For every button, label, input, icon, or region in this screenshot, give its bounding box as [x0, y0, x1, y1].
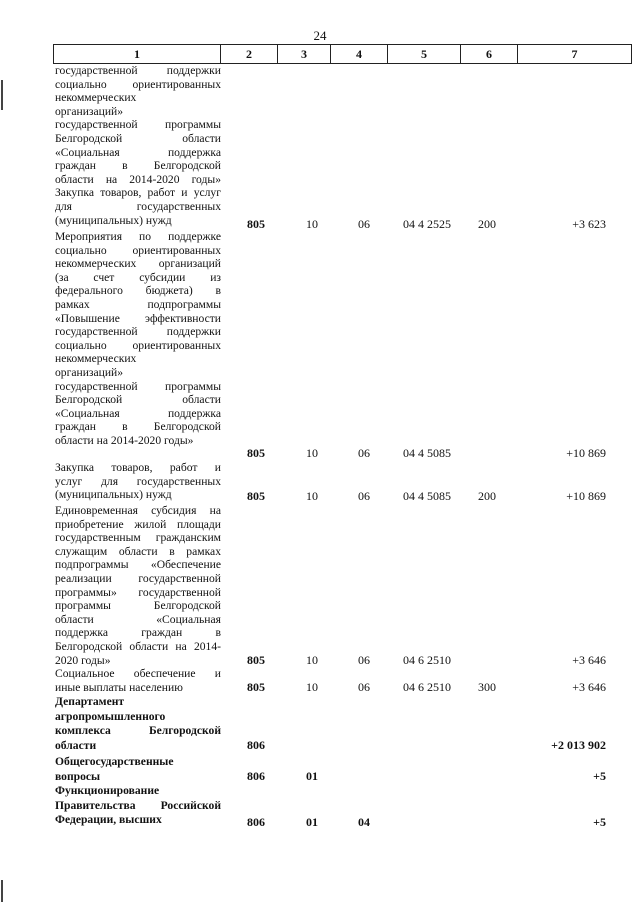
description-line: «Социальная поддержка	[55, 145, 221, 159]
subsection-code: 06	[358, 217, 370, 231]
page-number: 24	[313, 28, 327, 43]
description-line: (муниципальных) нужд	[55, 213, 172, 227]
description-line: области	[55, 738, 97, 752]
description-line: рамках подпрограммы	[55, 297, 221, 311]
description-line: Закупка товаров, работ и услуг	[55, 186, 221, 200]
description-line: государственным гражданским	[55, 531, 221, 545]
description-line: граждан в Белгородской	[55, 159, 221, 173]
description-line: служащим области в рамках	[55, 544, 221, 558]
subsection-code: 06	[358, 446, 370, 460]
description-line: программы Белгородской	[55, 599, 221, 613]
row-description	[55, 695, 221, 753]
chapter-code: 805	[247, 217, 265, 231]
target-article-code: 04 4 5085	[403, 446, 451, 460]
description-line: некоммерческих	[55, 91, 137, 105]
section-code: 10	[306, 653, 318, 667]
amount-value: +3 646	[572, 653, 606, 667]
expense-type-code: 200	[478, 489, 496, 503]
description-line: Белгородской области	[55, 131, 221, 145]
description-line: области «Социальная	[55, 612, 221, 626]
amount-value: +5	[593, 769, 606, 783]
description-line: Федерации, высших	[55, 813, 162, 826]
description-line: Мероприятия по поддержке	[55, 230, 221, 243]
row-description	[55, 461, 221, 502]
description-line: некоммерческих организаций	[55, 257, 221, 271]
description-line: Социальное обеспечение и	[55, 667, 221, 680]
description-line: социально ориентированных	[55, 338, 221, 352]
column-header-table	[53, 44, 632, 64]
amount-value: +2 013 902	[551, 738, 606, 752]
column-header: 5	[388, 45, 461, 64]
scan-edge-mark	[1, 880, 3, 902]
chapter-code: 805	[247, 446, 265, 460]
description-line: (за счет субсидии из	[55, 270, 221, 284]
description-line: Белгородской области на 2014-	[55, 639, 221, 653]
row-description	[55, 504, 221, 667]
description-line: Закупка товаров, работ и	[55, 461, 221, 474]
target-article-code: 04 6 2510	[403, 653, 451, 667]
amount-value: +5	[593, 815, 606, 829]
description-line: реализации государственной	[55, 571, 221, 585]
expense-type-code: 300	[478, 680, 496, 694]
chapter-code: 806	[247, 769, 265, 783]
section-code: 01	[306, 769, 318, 783]
description-line: социально ориентированных	[55, 243, 221, 257]
column-header: 2	[221, 45, 278, 64]
subsection-code: 06	[358, 653, 370, 667]
description-line: (муниципальных) нужд	[55, 488, 172, 502]
description-line: иные выплаты населению	[55, 680, 183, 694]
description-line: области на 2014-2020 годы»	[55, 172, 221, 186]
expense-type-code: 200	[478, 217, 496, 231]
subsection-code: 04	[358, 815, 370, 829]
section-code: 01	[306, 815, 318, 829]
scan-edge-mark	[1, 80, 3, 110]
column-header: 3	[278, 45, 331, 64]
row-description	[55, 64, 221, 227]
amount-value: +10 869	[566, 446, 606, 460]
target-article-code: 04 4 5085	[403, 489, 451, 503]
chapter-code: 806	[247, 738, 265, 752]
chapter-code: 805	[247, 680, 265, 694]
column-header: 7	[518, 45, 632, 64]
column-header: 1	[54, 45, 221, 64]
section-code: 10	[306, 217, 318, 231]
target-article-code: 04 6 2510	[403, 680, 451, 694]
description-line: для государственных	[55, 199, 221, 213]
row-description	[55, 755, 221, 784]
description-line: «Повышение эффективности	[55, 311, 221, 325]
row-description	[55, 784, 221, 828]
description-line: поддержка граждан в	[55, 626, 221, 640]
section-code: 10	[306, 446, 318, 460]
row-description	[55, 667, 221, 694]
subsection-code: 06	[358, 489, 370, 503]
description-line: государственной программы	[55, 379, 221, 393]
amount-value: +3 646	[572, 680, 606, 694]
row-description	[55, 230, 221, 448]
description-line: некоммерческих	[55, 352, 137, 366]
description-line: государственной поддержки	[55, 325, 221, 339]
description-line: Департамент	[55, 695, 125, 708]
chapter-code: 806	[247, 815, 265, 829]
description-line: комплекса Белгородской	[55, 724, 221, 737]
column-header: 6	[461, 45, 518, 64]
description-line: Правительства Российской	[55, 798, 221, 812]
description-line: вопросы	[55, 769, 101, 783]
chapter-code: 805	[247, 489, 265, 503]
description-line: услуг для государственных	[55, 474, 221, 488]
description-line: Белгородской области	[55, 393, 221, 407]
amount-value: +10 869	[566, 489, 606, 503]
description-line: организаций»	[55, 104, 124, 118]
amount-value: +3 623	[572, 217, 606, 231]
column-header: 4	[331, 45, 388, 64]
description-line: подпрограммы «Обеспечение	[55, 558, 221, 572]
section-code: 10	[306, 680, 318, 694]
description-line: Функционирование	[55, 784, 160, 797]
description-line: 2020 годы»	[55, 653, 111, 667]
description-line: государственной поддержки	[55, 64, 221, 77]
description-line: Единовременная субсидия на	[55, 504, 221, 517]
description-line: федерального бюджета) в	[55, 284, 221, 298]
description-line: граждан в Белгородской	[55, 420, 221, 434]
section-code: 10	[306, 489, 318, 503]
description-line: организаций»	[55, 365, 124, 379]
target-article-code: 04 4 2525	[403, 217, 451, 231]
description-line: приобретение жилой площади	[55, 517, 221, 531]
description-line: области на 2014-2020 годы»	[55, 433, 194, 447]
description-line: «Социальная поддержка	[55, 406, 221, 420]
description-line: государственной программы	[55, 118, 221, 132]
description-line: Общегосударственные	[55, 755, 174, 768]
description-line: социально ориентированных	[55, 77, 221, 91]
description-line: программы» государственной	[55, 585, 221, 599]
chapter-code: 805	[247, 653, 265, 667]
subsection-code: 06	[358, 680, 370, 694]
description-line: агропромышленного	[55, 709, 166, 723]
